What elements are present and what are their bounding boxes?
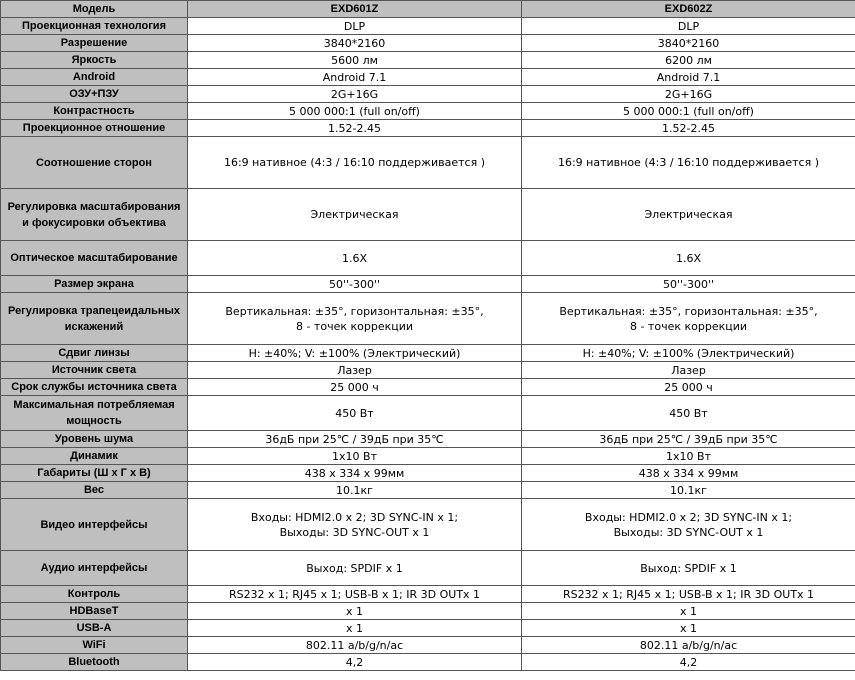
spec-value-line: Выходы: 3D SYNC-OUT x 1 <box>279 525 430 539</box>
spec-value-model-1 <box>188 18 522 35</box>
spec-value-model-2 <box>522 654 855 671</box>
spec-label: Уровень шума <box>1 431 188 448</box>
spec-value-line: 1x10 Вт <box>332 449 377 463</box>
spec-value-line: x 1 <box>679 604 697 618</box>
spec-value-line: 3840*2160 <box>657 36 720 50</box>
spec-label: WiFi <box>1 637 188 654</box>
spec-label: Проекционная технология <box>1 18 188 35</box>
spec-value-model-1 <box>188 103 522 120</box>
spec-value-line: 16:9 нативное (4:3 / 16:10 поддерживается ) <box>557 156 820 169</box>
spec-label: Размер экрана <box>1 276 188 293</box>
spec-value-line: 2G+16G <box>330 87 379 101</box>
spec-value-line: 1.52-2.45 <box>328 121 381 135</box>
header-model-1: EXD601Z <box>188 1 522 18</box>
spec-label: ОЗУ+ПЗУ <box>1 86 188 103</box>
spec-value-model-2 <box>522 603 855 620</box>
spec-value-model-1 <box>188 86 522 103</box>
spec-value-model-1 <box>188 465 522 482</box>
spec-value-line: x 1 <box>345 604 363 618</box>
spec-value-line: 10.1кг <box>336 483 373 497</box>
spec-label: Регулировка трапецеидальных искажений <box>1 293 188 345</box>
spec-value-model-2 <box>522 465 855 482</box>
spec-value-line: 36дБ при 25℃ / 39дБ при 35℃ <box>265 432 444 446</box>
table-row <box>1 482 855 499</box>
spec-value-line: Выходы: 3D SYNC-OUT x 1 <box>613 525 764 539</box>
spec-value-line: Лазер <box>671 363 706 377</box>
spec-value-model-1 <box>188 586 522 603</box>
spec-value-line: x 1 <box>345 621 363 635</box>
spec-value-model-2 <box>522 499 855 551</box>
spec-label: Соотношение сторон <box>1 137 188 189</box>
spec-value-line: 438 x 334 x 99мм <box>638 466 739 480</box>
spec-label: Срок службы источника света <box>1 379 188 396</box>
spec-label: Максимальная потребляемая мощность <box>1 396 188 431</box>
spec-value-line: 6200 лм <box>665 53 712 67</box>
spec-value-line: DLP <box>343 19 366 33</box>
spec-value-model-2 <box>522 448 855 465</box>
spec-value-line: Вертикальная: ±35°, горизонтальная: ±35°, <box>225 304 484 318</box>
spec-value-model-1 <box>188 69 522 86</box>
table-row <box>1 103 855 120</box>
spec-value-model-2 <box>522 620 855 637</box>
spec-value-line: 1.6X <box>675 251 702 265</box>
table-row <box>1 52 855 69</box>
spec-value-line: 5 000 000:1 (full on/off) <box>623 104 754 118</box>
spec-value-model-1 <box>188 35 522 52</box>
spec-value-line: DLP <box>677 19 700 33</box>
table-row <box>1 637 855 654</box>
spec-value-line: Android 7.1 <box>656 70 721 84</box>
spec-value-line: 25 000 ч <box>664 380 713 394</box>
spec-value-model-1 <box>188 396 522 431</box>
spec-value-line: 802.11 a/b/g/n/ac <box>305 638 404 652</box>
spec-value-model-2 <box>522 362 855 379</box>
spec-value-line: 802.11 a/b/g/n/ac <box>639 638 738 652</box>
spec-value-line: Выход: SPDIF x 1 <box>306 561 403 575</box>
spec-label: Яркость <box>1 52 188 69</box>
spec-value-model-2 <box>522 52 855 69</box>
spec-label: Вес <box>1 482 188 499</box>
spec-value-model-2 <box>522 586 855 603</box>
table-row <box>1 345 855 362</box>
spec-value-model-1 <box>188 482 522 499</box>
table-row <box>1 362 855 379</box>
spec-value-model-1 <box>188 120 522 137</box>
spec-value-line: RS232 x 1; RJ45 x 1; USB-B x 1; IR 3D OUTx 1 <box>228 587 481 601</box>
spec-value-model-2 <box>522 482 855 499</box>
spec-value-model-1 <box>188 137 522 189</box>
spec-value-model-1 <box>188 345 522 362</box>
spec-value-line: 450 Вт <box>669 406 708 420</box>
spec-value-line: 4,2 <box>679 655 698 669</box>
spec-value-line: 8 - точек коррекции <box>629 319 748 333</box>
spec-value-model-2 <box>522 431 855 448</box>
spec-value-model-2 <box>522 276 855 293</box>
spec-value-line: 36дБ при 25℃ / 39дБ при 35℃ <box>599 432 778 446</box>
spec-value-model-2 <box>522 345 855 362</box>
spec-value-model-1 <box>188 189 522 241</box>
spec-value-model-2 <box>522 137 855 189</box>
spec-value-line: Android 7.1 <box>322 70 387 84</box>
spec-label: HDBaseT <box>1 603 188 620</box>
spec-value-model-2 <box>522 637 855 654</box>
spec-label: Контрастность <box>1 103 188 120</box>
spec-rows <box>1 18 855 671</box>
spec-value-line: 8 - точек коррекции <box>295 319 414 333</box>
table-row <box>1 586 855 603</box>
table-row <box>1 499 855 551</box>
spec-value-line: Вертикальная: ±35°, горизонтальная: ±35°, <box>559 304 818 318</box>
spec-value-line: Электрическая <box>310 208 399 221</box>
spec-value-model-2 <box>522 120 855 137</box>
table-row <box>1 69 855 86</box>
spec-value-model-2 <box>522 35 855 52</box>
spec-value-line: 1.6X <box>341 251 368 265</box>
spec-value-model-1 <box>188 620 522 637</box>
table-row <box>1 86 855 103</box>
spec-label: Проекционное отношение <box>1 120 188 137</box>
spec-value-line: Входы: HDMI2.0 x 2; 3D SYNC-IN x 1; <box>584 510 793 524</box>
table-row <box>1 293 855 345</box>
spec-label: Динамик <box>1 448 188 465</box>
table-row <box>1 35 855 52</box>
header-label: Модель <box>1 1 188 18</box>
spec-value-model-2 <box>522 241 855 276</box>
spec-value-model-1 <box>188 431 522 448</box>
spec-value-model-2 <box>522 189 855 241</box>
spec-value-model-2 <box>522 103 855 120</box>
spec-value-model-1 <box>188 241 522 276</box>
table-row <box>1 137 855 189</box>
spec-label: Видео интерфейсы <box>1 499 188 551</box>
spec-value-model-2 <box>522 379 855 396</box>
table-row <box>1 379 855 396</box>
table-row <box>1 189 855 241</box>
spec-value-model-1 <box>188 448 522 465</box>
spec-label: Контроль <box>1 586 188 603</box>
spec-value-line: RS232 x 1; RJ45 x 1; USB-B x 1; IR 3D OUTx 1 <box>562 587 815 601</box>
table-row <box>1 120 855 137</box>
spec-value-line: x 1 <box>679 621 697 635</box>
spec-value-model-1 <box>188 654 522 671</box>
spec-value-line: 1.52-2.45 <box>662 121 715 135</box>
spec-value-line: 50''-300'' <box>662 277 715 291</box>
spec-label: Габариты (Ш x Г x В) <box>1 465 188 482</box>
spec-value-model-2 <box>522 69 855 86</box>
spec-value-model-1 <box>188 362 522 379</box>
spec-value-line: 5600 лм <box>331 53 378 67</box>
spec-value-model-1 <box>188 603 522 620</box>
spec-value-line: 3840*2160 <box>323 36 386 50</box>
spec-label: Bluetooth <box>1 654 188 671</box>
table-row <box>1 603 855 620</box>
spec-label: Android <box>1 69 188 86</box>
table-row <box>1 465 855 482</box>
table-row <box>1 654 855 671</box>
spec-value-line: Входы: HDMI2.0 x 2; 3D SYNC-IN x 1; <box>250 510 459 524</box>
spec-value-line: 10.1кг <box>670 483 707 497</box>
spec-label: Оптическое масштабирование <box>1 241 188 276</box>
spec-value-line: 438 x 334 x 99мм <box>304 466 405 480</box>
table-row <box>1 18 855 35</box>
spec-value-line: 4,2 <box>345 655 364 669</box>
spec-value-model-1 <box>188 52 522 69</box>
table-row <box>1 276 855 293</box>
spec-label: Регулировка масштабирования и фокусировки объектива <box>1 189 188 241</box>
table-row <box>1 620 855 637</box>
spec-value-line: 1x10 Вт <box>666 449 711 463</box>
spec-value-model-2 <box>522 18 855 35</box>
header-row <box>1 1 855 18</box>
spec-value-line: 5 000 000:1 (full on/off) <box>289 104 420 118</box>
table-row <box>1 431 855 448</box>
spec-value-line: 50''-300'' <box>328 277 381 291</box>
spec-value-model-1 <box>188 637 522 654</box>
spec-label: Разрешение <box>1 35 188 52</box>
spec-value-line: Лазер <box>337 363 372 377</box>
spec-value-model-1 <box>188 379 522 396</box>
spec-value-model-2 <box>522 551 855 586</box>
spec-label: Аудио интерфейсы <box>1 551 188 586</box>
spec-value-line: Выход: SPDIF x 1 <box>640 561 737 575</box>
spec-value-line: H: ±40%; V: ±100% (Электрический) <box>248 346 461 360</box>
table-row <box>1 241 855 276</box>
spec-value-model-1 <box>188 499 522 551</box>
spec-value-line: Электрическая <box>644 208 733 221</box>
spec-value-line: H: ±40%; V: ±100% (Электрический) <box>582 346 795 360</box>
spec-value-model-2 <box>522 293 855 345</box>
spec-value-line: 25 000 ч <box>330 380 379 394</box>
table-row <box>1 551 855 586</box>
spec-value-line: 16:9 нативное (4:3 / 16:10 поддерживается ) <box>223 156 486 169</box>
spec-value-model-1 <box>188 551 522 586</box>
spec-value-model-2 <box>522 396 855 431</box>
spec-label: USB-A <box>1 620 188 637</box>
table-row <box>1 396 855 431</box>
spec-label: Источник света <box>1 362 188 379</box>
spec-value-model-1 <box>188 293 522 345</box>
spec-value-line: 2G+16G <box>664 87 713 101</box>
header-model-2: EXD602Z <box>522 1 855 18</box>
spec-value-model-2 <box>522 86 855 103</box>
spec-value-line: 450 Вт <box>335 406 374 420</box>
table-row <box>1 448 855 465</box>
spec-value-model-1 <box>188 276 522 293</box>
spec-label: Сдвиг линзы <box>1 345 188 362</box>
